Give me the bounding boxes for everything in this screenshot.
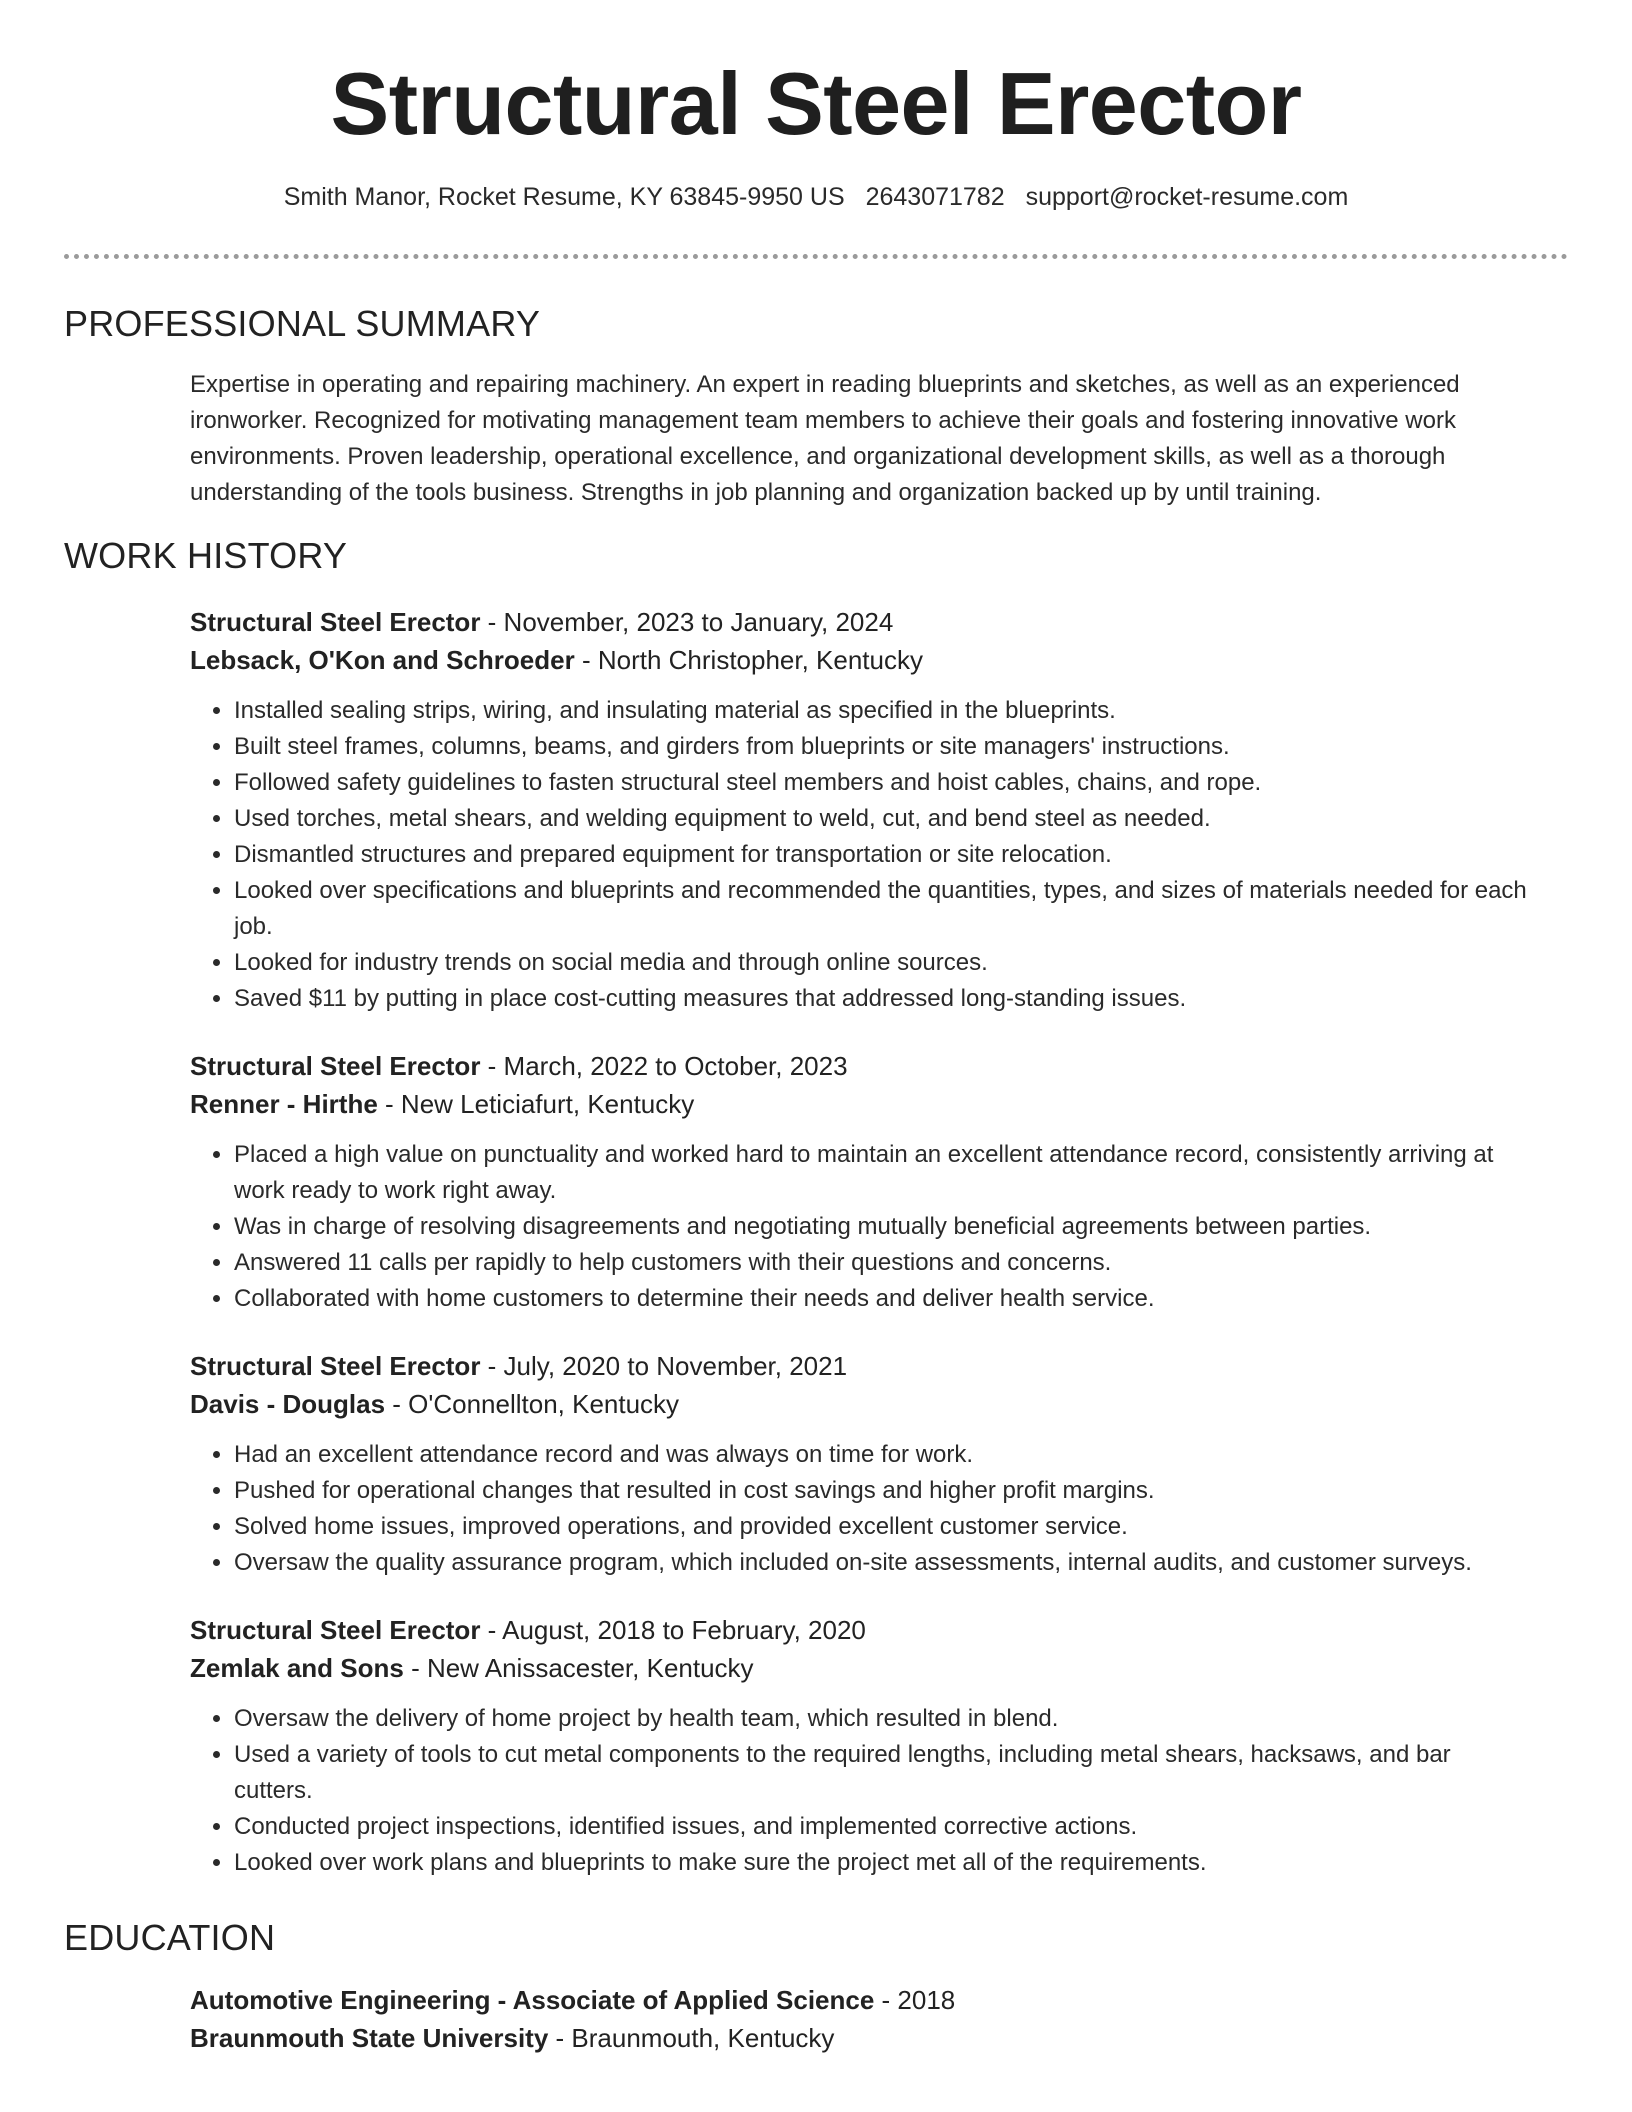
job-title-line xyxy=(190,603,1528,641)
job-bullet: • Looked for industry trends on social media and through online sources. xyxy=(234,945,1528,981)
job-role: Structural Steel Erector xyxy=(190,1351,481,1381)
education-degree-line xyxy=(190,1981,1528,2019)
contact-line xyxy=(64,180,1568,214)
job-dates: - November, 2023 to January, 2024 xyxy=(480,607,894,637)
job-bullets xyxy=(190,1137,1528,1317)
education-year: - 2018 xyxy=(874,1985,956,2015)
job-bullet: • Conducted project inspections, identified issues, and implemented corrective actions. xyxy=(234,1809,1528,1845)
work-history-heading: WORK HISTORY xyxy=(64,535,348,576)
job-bullet: • Collaborated with home customers to determine their needs and deliver health service. xyxy=(234,1281,1528,1317)
job-company: Lebsack, O'Kon and Schroeder xyxy=(190,645,575,675)
job-company: Zemlak and Sons xyxy=(190,1653,404,1683)
contact-phone: 2643071782 xyxy=(865,183,1005,211)
education-location: - Braunmouth, Kentucky xyxy=(548,2023,835,2053)
job-bullet: • Pushed for operational changes that resulted in cost savings and higher profit margins. xyxy=(234,1473,1528,1509)
work-history-list xyxy=(190,603,1528,1881)
education-school: Braunmouth State University xyxy=(190,2023,549,2053)
job-bullets xyxy=(190,1437,1528,1581)
job-entry xyxy=(190,1347,1528,1581)
job-bullet: • Looked over specifications and blueprints and recommended the quantities, types, and sizes of materials needed for each job. xyxy=(234,873,1528,945)
job-bullet: • Followed safety guidelines to fasten structural steel members and hoist cables, chains, and rope. xyxy=(234,765,1528,801)
job-bullet: • Built steel frames, columns, beams, and girders from blueprints or site managers' instructions. xyxy=(234,729,1528,765)
job-bullet: • Answered 11 calls per rapidly to help customers with their questions and concerns. xyxy=(234,1245,1528,1281)
job-bullet: • Saved $11 by putting in place cost-cutting measures that addressed long-standing issues. xyxy=(234,981,1528,1017)
job-role: Structural Steel Erector xyxy=(190,607,481,637)
job-bullet: • Placed a high value on punctuality and worked hard to maintain an excellent attendance record, consistently arriving at work ready to work right away. xyxy=(234,1137,1528,1209)
job-bullet: • Used torches, metal shears, and welding equipment to weld, cut, and bend steel as needed. xyxy=(234,801,1528,837)
job-bullet: • Installed sealing strips, wiring, and insulating material as specified in the blueprints. xyxy=(234,693,1528,729)
job-dates: - March, 2022 to October, 2023 xyxy=(480,1051,848,1081)
job-location: - North Christopher, Kentucky xyxy=(574,645,923,675)
job-bullet: • Oversaw the quality assurance program, which included on-site assessments, internal audits, and customer surveys. xyxy=(234,1545,1528,1581)
job-location: - O'Connellton, Kentucky xyxy=(385,1389,680,1419)
header-divider xyxy=(64,254,1568,259)
job-company-line xyxy=(190,641,1528,679)
job-entry xyxy=(190,603,1528,1017)
job-entry xyxy=(190,1047,1528,1317)
job-dates: - August, 2018 to February, 2020 xyxy=(480,1615,866,1645)
job-company-line xyxy=(190,1649,1528,1687)
job-bullet: • Oversaw the delivery of home project by health team, which resulted in blend. xyxy=(234,1701,1528,1737)
job-company-line xyxy=(190,1385,1528,1423)
job-company: Davis - Douglas xyxy=(190,1389,386,1419)
job-role: Structural Steel Erector xyxy=(190,1615,481,1645)
job-bullet: • Dismantled structures and prepared equipment for transportation or site relocation. xyxy=(234,837,1528,873)
job-bullet: • Used a variety of tools to cut metal components to the required lengths, including metal shears, hacksaws, and bar cutters. xyxy=(234,1737,1528,1809)
education-heading: EDUCATION xyxy=(64,1917,276,1958)
job-location: - New Leticiafurt, Kentucky xyxy=(377,1089,695,1119)
job-title-line xyxy=(190,1347,1528,1385)
contact-email: support@rocket-resume.com xyxy=(1025,183,1349,211)
education-entry xyxy=(190,1981,1528,2057)
summary-text: Expertise in operating and repairing machinery. An expert in reading blueprints and sketches, as well as an experienced ironworker. Recognized for motivating management team members to achieve their goals and fostering innovative work environments. Proven leadership, operational excellence, and organizational development skills, as well as a thorough understanding of the tools business. Strengths in job planning and organization backed up by until training. xyxy=(190,371,1460,506)
job-bullet: • Looked over work plans and blueprints to make sure the project met all of the requirements. xyxy=(234,1845,1528,1881)
summary-heading: PROFESSIONAL SUMMARY xyxy=(64,303,541,344)
job-dates: - July, 2020 to November, 2021 xyxy=(480,1351,848,1381)
job-role: Structural Steel Erector xyxy=(190,1051,481,1081)
job-bullet: • Was in charge of resolving disagreements and negotiating mutually beneficial agreements between parties. xyxy=(234,1209,1528,1245)
job-bullets xyxy=(190,1701,1528,1881)
job-company: Renner - Hirthe xyxy=(190,1089,378,1119)
job-location: - New Anissacester, Kentucky xyxy=(403,1653,754,1683)
education-school-line xyxy=(190,2019,1528,2057)
education-degree: Automotive Engineering - Associate of Applied Science xyxy=(190,1985,875,2015)
job-bullet: • Solved home issues, improved operations, and provided excellent customer service. xyxy=(234,1509,1528,1545)
job-company-line xyxy=(190,1085,1528,1123)
candidate-name: Structural Steel Erector xyxy=(330,54,1302,153)
contact-address: Smith Manor, Rocket Resume, KY 63845-9950 US xyxy=(283,183,845,211)
job-title-line xyxy=(190,1047,1528,1085)
job-title-line xyxy=(190,1611,1528,1649)
job-bullets xyxy=(190,693,1528,1017)
job-bullet: • Had an excellent attendance record and was always on time for work. xyxy=(234,1437,1528,1473)
job-entry xyxy=(190,1611,1528,1881)
